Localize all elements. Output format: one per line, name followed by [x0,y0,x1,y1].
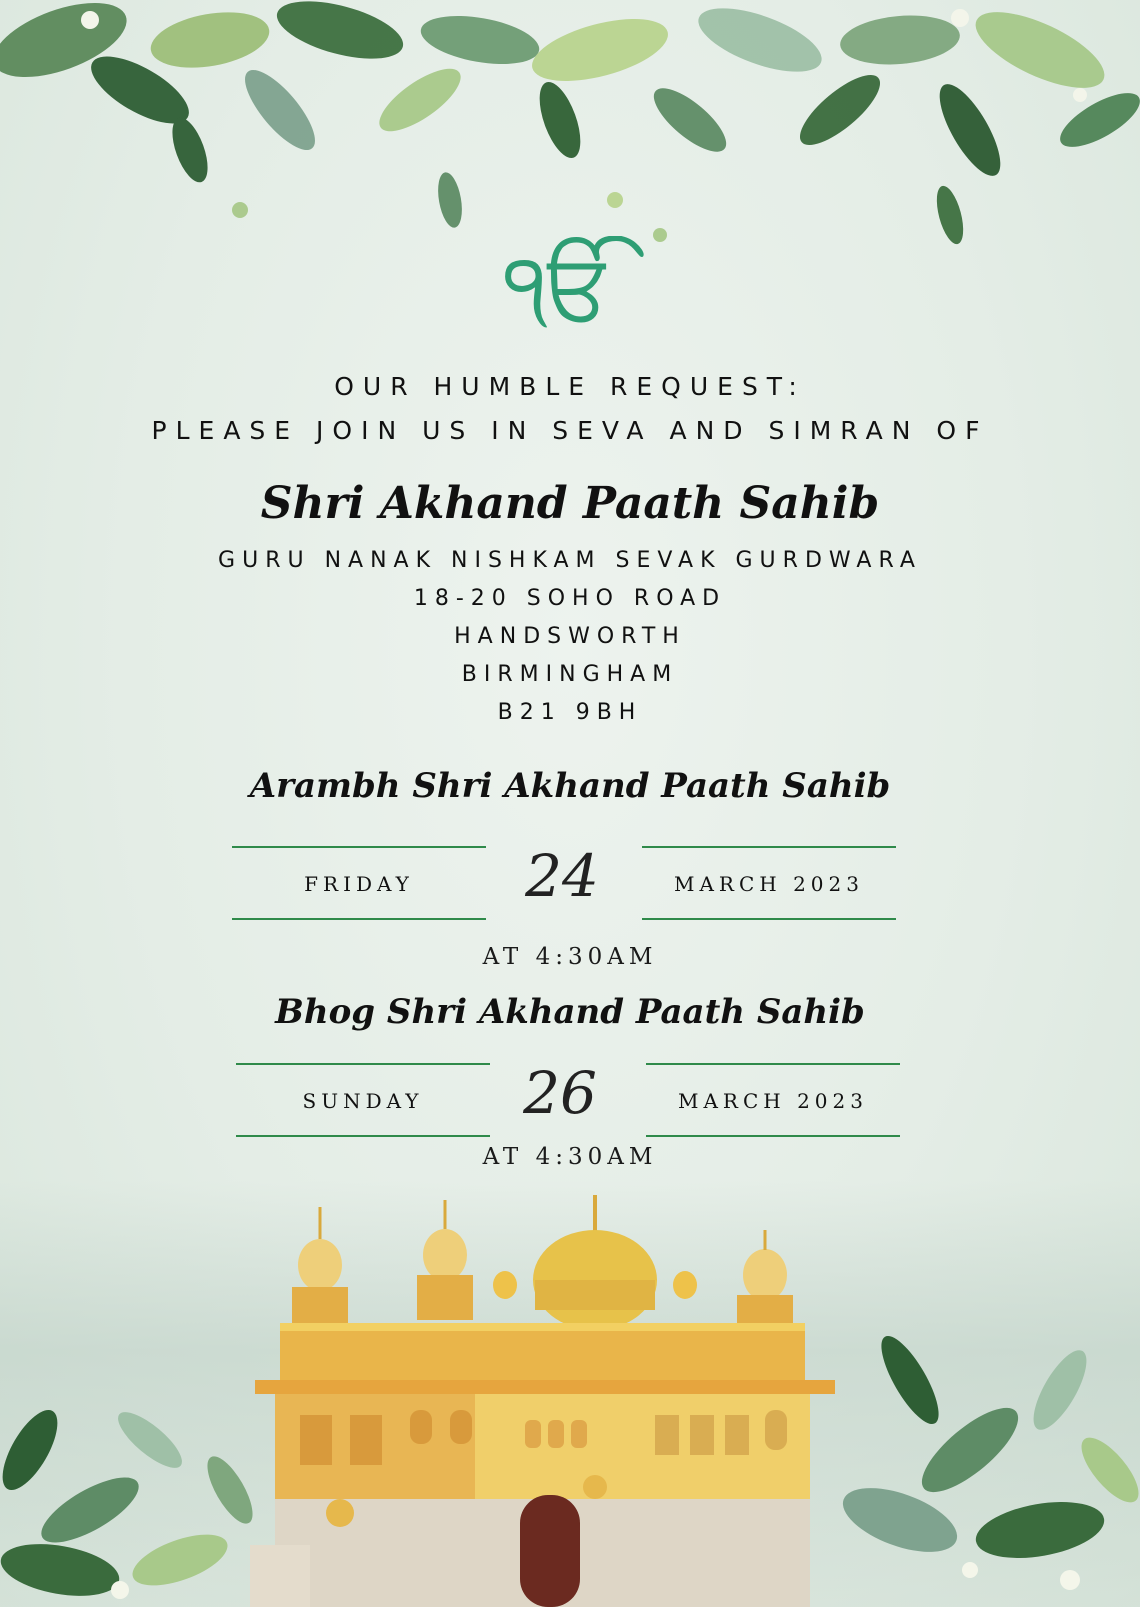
arambh-day: FRIDAY [304,872,414,896]
ik-onkar-glyph: ੴ [504,236,616,336]
arambh-month-line-top [642,846,896,848]
bhog-date-row [0,1059,1140,1137]
arambh-time: AT 4:30AM [482,944,658,970]
address-line-2: 18-20 SOHO ROAD [413,586,727,611]
address-line-1: GURU NANAK NISHKAM SEVAK GURDWARA [218,548,922,573]
address-line-3: HANDSWORTH [454,624,686,649]
bhog-month-year: MARCH 2023 [678,1089,868,1113]
bhog-time: AT 4:30AM [482,1144,658,1170]
bhog-date-number: 26 [523,1059,597,1127]
arambh-date-row [0,842,1140,920]
bhog-month-line-top [646,1063,900,1065]
ik-onkar-symbol [0,236,1140,336]
bhog-month-line-bottom [646,1135,900,1137]
arambh-date-number: 24 [525,842,599,910]
bhog-day-line-bottom [236,1135,490,1137]
request-line-2: PLEASE JOIN US IN SEVA AND SIMRAN OF [151,416,989,445]
main-title: Shri Akhand Paath Sahib [260,478,880,529]
arambh-title: Arambh Shri Akhand Paath Sahib [249,766,891,806]
bhog-day-line-top [236,1063,490,1065]
request-line-1: OUR HUMBLE REQUEST: [334,372,806,401]
arambh-month-line-bottom [642,918,896,920]
golden-temple-illustration [250,1195,840,1607]
bhog-title: Bhog Shri Akhand Paath Sahib [275,992,865,1032]
bhog-day: SUNDAY [302,1089,424,1113]
bottom-right-foliage-decoration [820,1320,1140,1607]
arambh-day-line-bottom [232,918,486,920]
arambh-day-line-top [232,846,486,848]
arambh-month-year: MARCH 2023 [674,872,864,896]
address-line-4: BIRMINGHAM [461,662,679,687]
address-line-5: B21 9BH [497,700,643,725]
